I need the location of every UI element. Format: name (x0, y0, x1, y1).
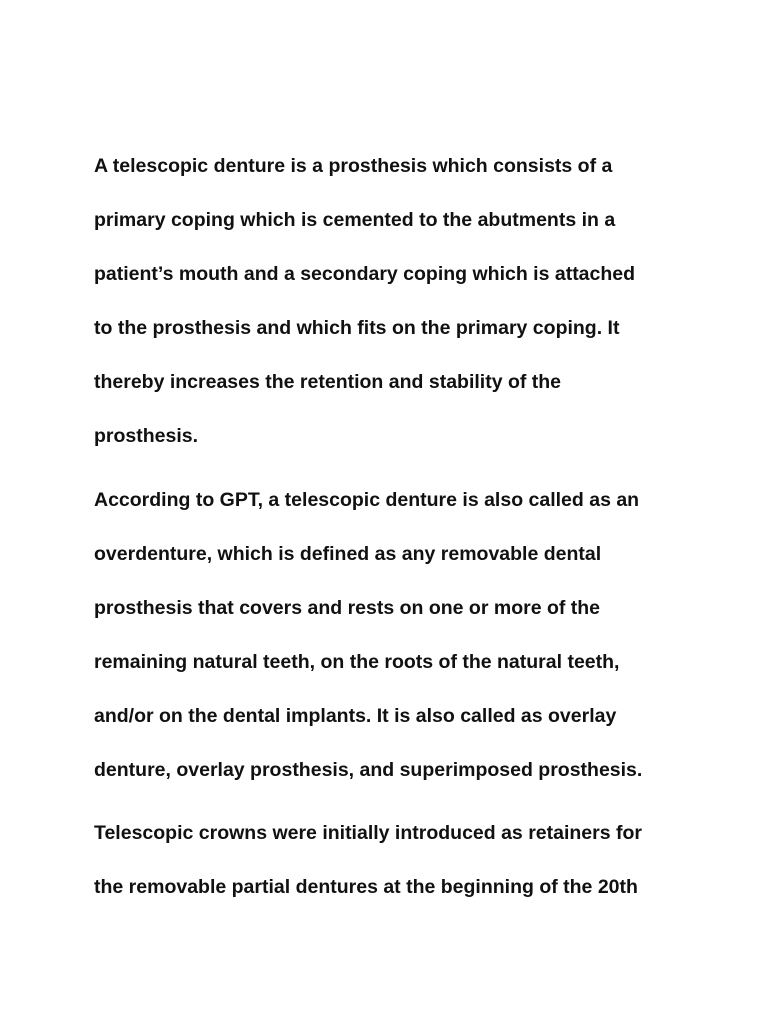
paragraph-line: prosthesis. (94, 425, 199, 447)
paragraph-line: the removable partial dentures at the beginning of the 20th (94, 876, 638, 898)
paragraph-line: denture, overlay prosthesis, and superimposed prosthesis. (94, 759, 643, 781)
paragraph-line: and/or on the dental implants. It is also called as overlay (94, 705, 617, 727)
paragraph-line: primary coping which is cemented to the abutments in a (94, 209, 616, 231)
paragraph-line: patient’s mouth and a secondary coping which is attached (94, 263, 636, 285)
paragraph-line: prosthesis that covers and rests on one or more of the (94, 597, 601, 619)
paragraph-line: Telescopic crowns were initially introduced as retainers for (94, 822, 642, 844)
paragraph-line: A telescopic denture is a prosthesis which consists of a (94, 155, 613, 177)
paragraph-line: to the prosthesis and which fits on the primary coping. It (94, 317, 620, 339)
paragraph-line: According to GPT, a telescopic denture is also called as an (94, 489, 640, 511)
paragraph-line: thereby increases the retention and stability of the (94, 371, 562, 393)
paragraph-line: overdenture, which is defined as any removable dental (94, 543, 602, 565)
paragraph-line: remaining natural teeth, on the roots of the natural teeth, (94, 651, 620, 673)
